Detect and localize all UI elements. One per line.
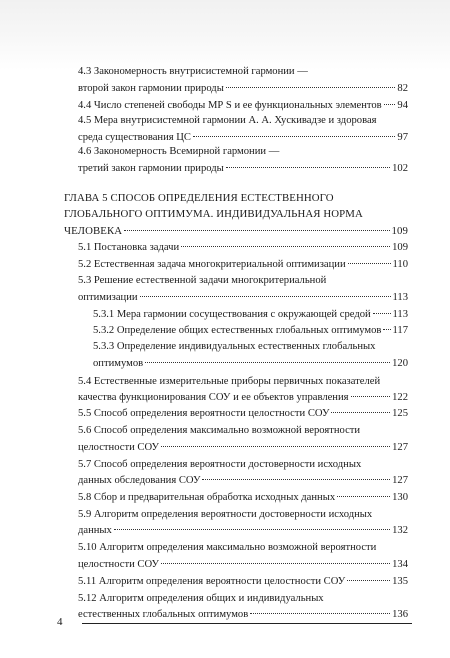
chapter-heading-line: [64, 223, 408, 239]
toc-entry-text: 5.12 Алгоритм определения общих и индивидуальных: [78, 593, 324, 604]
dot-leader: [161, 563, 390, 564]
toc-entry-text: 5.3.3 Определение индивидуальных естественных глобальных: [93, 341, 376, 352]
toc-entry-text: оптимумов: [93, 358, 144, 369]
dot-leader: [226, 167, 390, 168]
toc-entry-page-number: 125: [392, 408, 408, 419]
footer-rule: [82, 623, 412, 624]
toc-entry-text: 5.5 Способ определения вероятности целостности СОУ: [78, 408, 330, 419]
toc-entry-text: данных обследования СОУ: [78, 475, 201, 486]
toc-entry-text: 5.3.1 Мера гармонии сосуществования с окружающей средой: [93, 309, 371, 320]
toc-entry-page-number: 132: [392, 525, 408, 536]
dot-leader: [161, 446, 390, 447]
toc-entry-page-number: 117: [392, 325, 408, 336]
toc-entry: [78, 81, 408, 97]
toc-entry: [78, 423, 408, 439]
toc-entry-page-number: 113: [392, 309, 408, 320]
dot-leader: [226, 87, 396, 88]
toc-entry-text: 5.2 Естественная задача многокритериальной оптимизации: [78, 259, 346, 270]
toc-entry-page-number: 109: [391, 225, 408, 237]
toc-entry: [78, 490, 408, 506]
toc-entry: [78, 240, 408, 256]
dot-leader: [114, 529, 390, 530]
toc-entry-text: оптимизации: [78, 292, 138, 303]
toc-entry: [78, 523, 408, 539]
toc-entry-page-number: 120: [392, 358, 408, 369]
toc-entry-page-number: 113: [392, 292, 408, 303]
toc-entry: [78, 144, 408, 160]
dot-leader: [373, 313, 391, 314]
dot-leader: [193, 136, 395, 137]
toc-entry-page-number: 82: [397, 83, 408, 94]
toc-entry: [93, 339, 408, 355]
toc-entry-page-number: 127: [392, 442, 408, 453]
toc-entry-text: 5.7 Способ определения вероятности достоверности исходных: [78, 459, 362, 470]
toc-entry-text: 4.4 Число степеней свободы МР S и ее функциональных элементов: [78, 100, 382, 111]
dot-leader: [250, 613, 390, 614]
toc-entry-text: 5.3 Решение естественной задачи многокритериальной: [78, 275, 327, 286]
dot-leader: [124, 230, 389, 231]
toc-entry-text: 5.6 Способ определения максимально возможной вероятности: [78, 425, 361, 436]
toc-entry-page-number: 122: [392, 392, 408, 403]
dot-leader: [351, 396, 391, 397]
toc-entry: [78, 540, 408, 556]
toc-entry: [78, 98, 408, 114]
toc-entry: [78, 457, 408, 473]
toc-entry: [78, 390, 408, 406]
dot-leader: [348, 263, 391, 264]
toc-entry: [78, 473, 408, 489]
toc-entry-text: данных: [78, 525, 112, 536]
toc-entry: [93, 323, 408, 339]
toc-entry-text: целостности СОУ: [78, 559, 160, 570]
toc-entry-text: целостности СОУ: [78, 442, 160, 453]
toc-entry-text: 5.4 Естественные измерительные приборы первичных показателей: [78, 376, 381, 387]
toc-entry: [93, 356, 408, 372]
toc-entry-page-number: 110: [392, 259, 408, 270]
toc-entry: [78, 161, 408, 177]
dot-leader: [347, 580, 390, 581]
toc-entry-text: 4.6 Закономерность Всемирной гармонии —: [78, 146, 280, 157]
toc-entry-page-number: 134: [392, 559, 408, 570]
dot-leader: [202, 479, 390, 480]
dot-leader: [383, 329, 390, 330]
toc-entry-page-number: 94: [397, 100, 408, 111]
chapter-heading-line: [64, 206, 408, 222]
toc-entry: [78, 64, 408, 80]
toc-entry-page-number: 97: [397, 132, 408, 143]
toc-entry: [78, 591, 408, 607]
dot-leader: [337, 496, 390, 497]
toc-entry-text: 5.1 Постановка задачи: [78, 242, 180, 253]
toc-entry: [78, 113, 408, 129]
toc-entry-page-number: 130: [392, 492, 408, 503]
toc-entry-text: 5.3.2 Определение общих естественных глобальных оптимумов: [93, 325, 382, 336]
chapter-heading-line: [64, 190, 408, 206]
toc-entry-text: качества функционирования СОУ и ее объектов управления: [78, 392, 349, 403]
toc-entry-text: 5.8 Сбор и предварительная обработка исходных данных: [78, 492, 336, 503]
toc-entry-text: третий закон гармонии природы: [78, 163, 224, 174]
toc-entry-text: 5.10 Алгоритм определения максимально возможной вероятности: [78, 542, 377, 553]
toc-entry: [78, 440, 408, 456]
dot-leader: [140, 296, 391, 297]
toc-entry-text: 5.9 Алгоритм определения вероятности достоверности исходных: [78, 509, 373, 520]
toc-entry: [78, 374, 408, 390]
toc-entry: [78, 257, 408, 273]
toc-entry-text: второй закон гармонии природы: [78, 83, 224, 94]
toc-entry: [78, 273, 408, 289]
toc-entry-text: ГЛАВА 5 СПОСОБ ОПРЕДЕЛЕНИЯ ЕСТЕСТВЕННОГО: [64, 192, 334, 204]
toc-entry-text: естественных глобальных оптимумов: [78, 609, 249, 620]
toc-entry: [78, 406, 408, 422]
dot-leader: [384, 104, 396, 105]
toc-entry: [78, 290, 408, 306]
dot-leader: [181, 246, 390, 247]
toc-entry-text: ГЛОБАЛЬНОГО ОПТИМУМА. ИНДИВИДУАЛЬНАЯ НОРМА: [64, 208, 363, 220]
toc-entry: [93, 307, 408, 323]
toc-entry-page-number: 136: [392, 609, 408, 620]
toc-entry-text: 4.3 Закономерность внутрисистемной гармонии —: [78, 66, 308, 77]
dot-leader: [331, 412, 390, 413]
toc-entry: [78, 607, 408, 623]
toc-entry: [78, 574, 408, 590]
toc-entry-page-number: 109: [392, 242, 408, 253]
toc-entry-text: среда существования ЦС: [78, 132, 191, 143]
toc-entry-text: ЧЕЛОВЕКА: [64, 225, 123, 237]
toc-entry: [78, 557, 408, 573]
toc-entry-text: 5.11 Алгоритм определения вероятности целостности СОУ: [78, 576, 346, 587]
toc-entry-page-number: 135: [392, 576, 408, 587]
toc-entry-page-number: 127: [392, 475, 408, 486]
toc-entry-text: 4.5 Мера внутрисистемной гармонии А. А. Хускивадзе и здоровая: [78, 115, 377, 126]
dot-leader: [145, 362, 390, 363]
toc-entry: [78, 507, 408, 523]
toc-entry-page-number: 102: [392, 163, 408, 174]
page-number: 4: [57, 616, 63, 628]
